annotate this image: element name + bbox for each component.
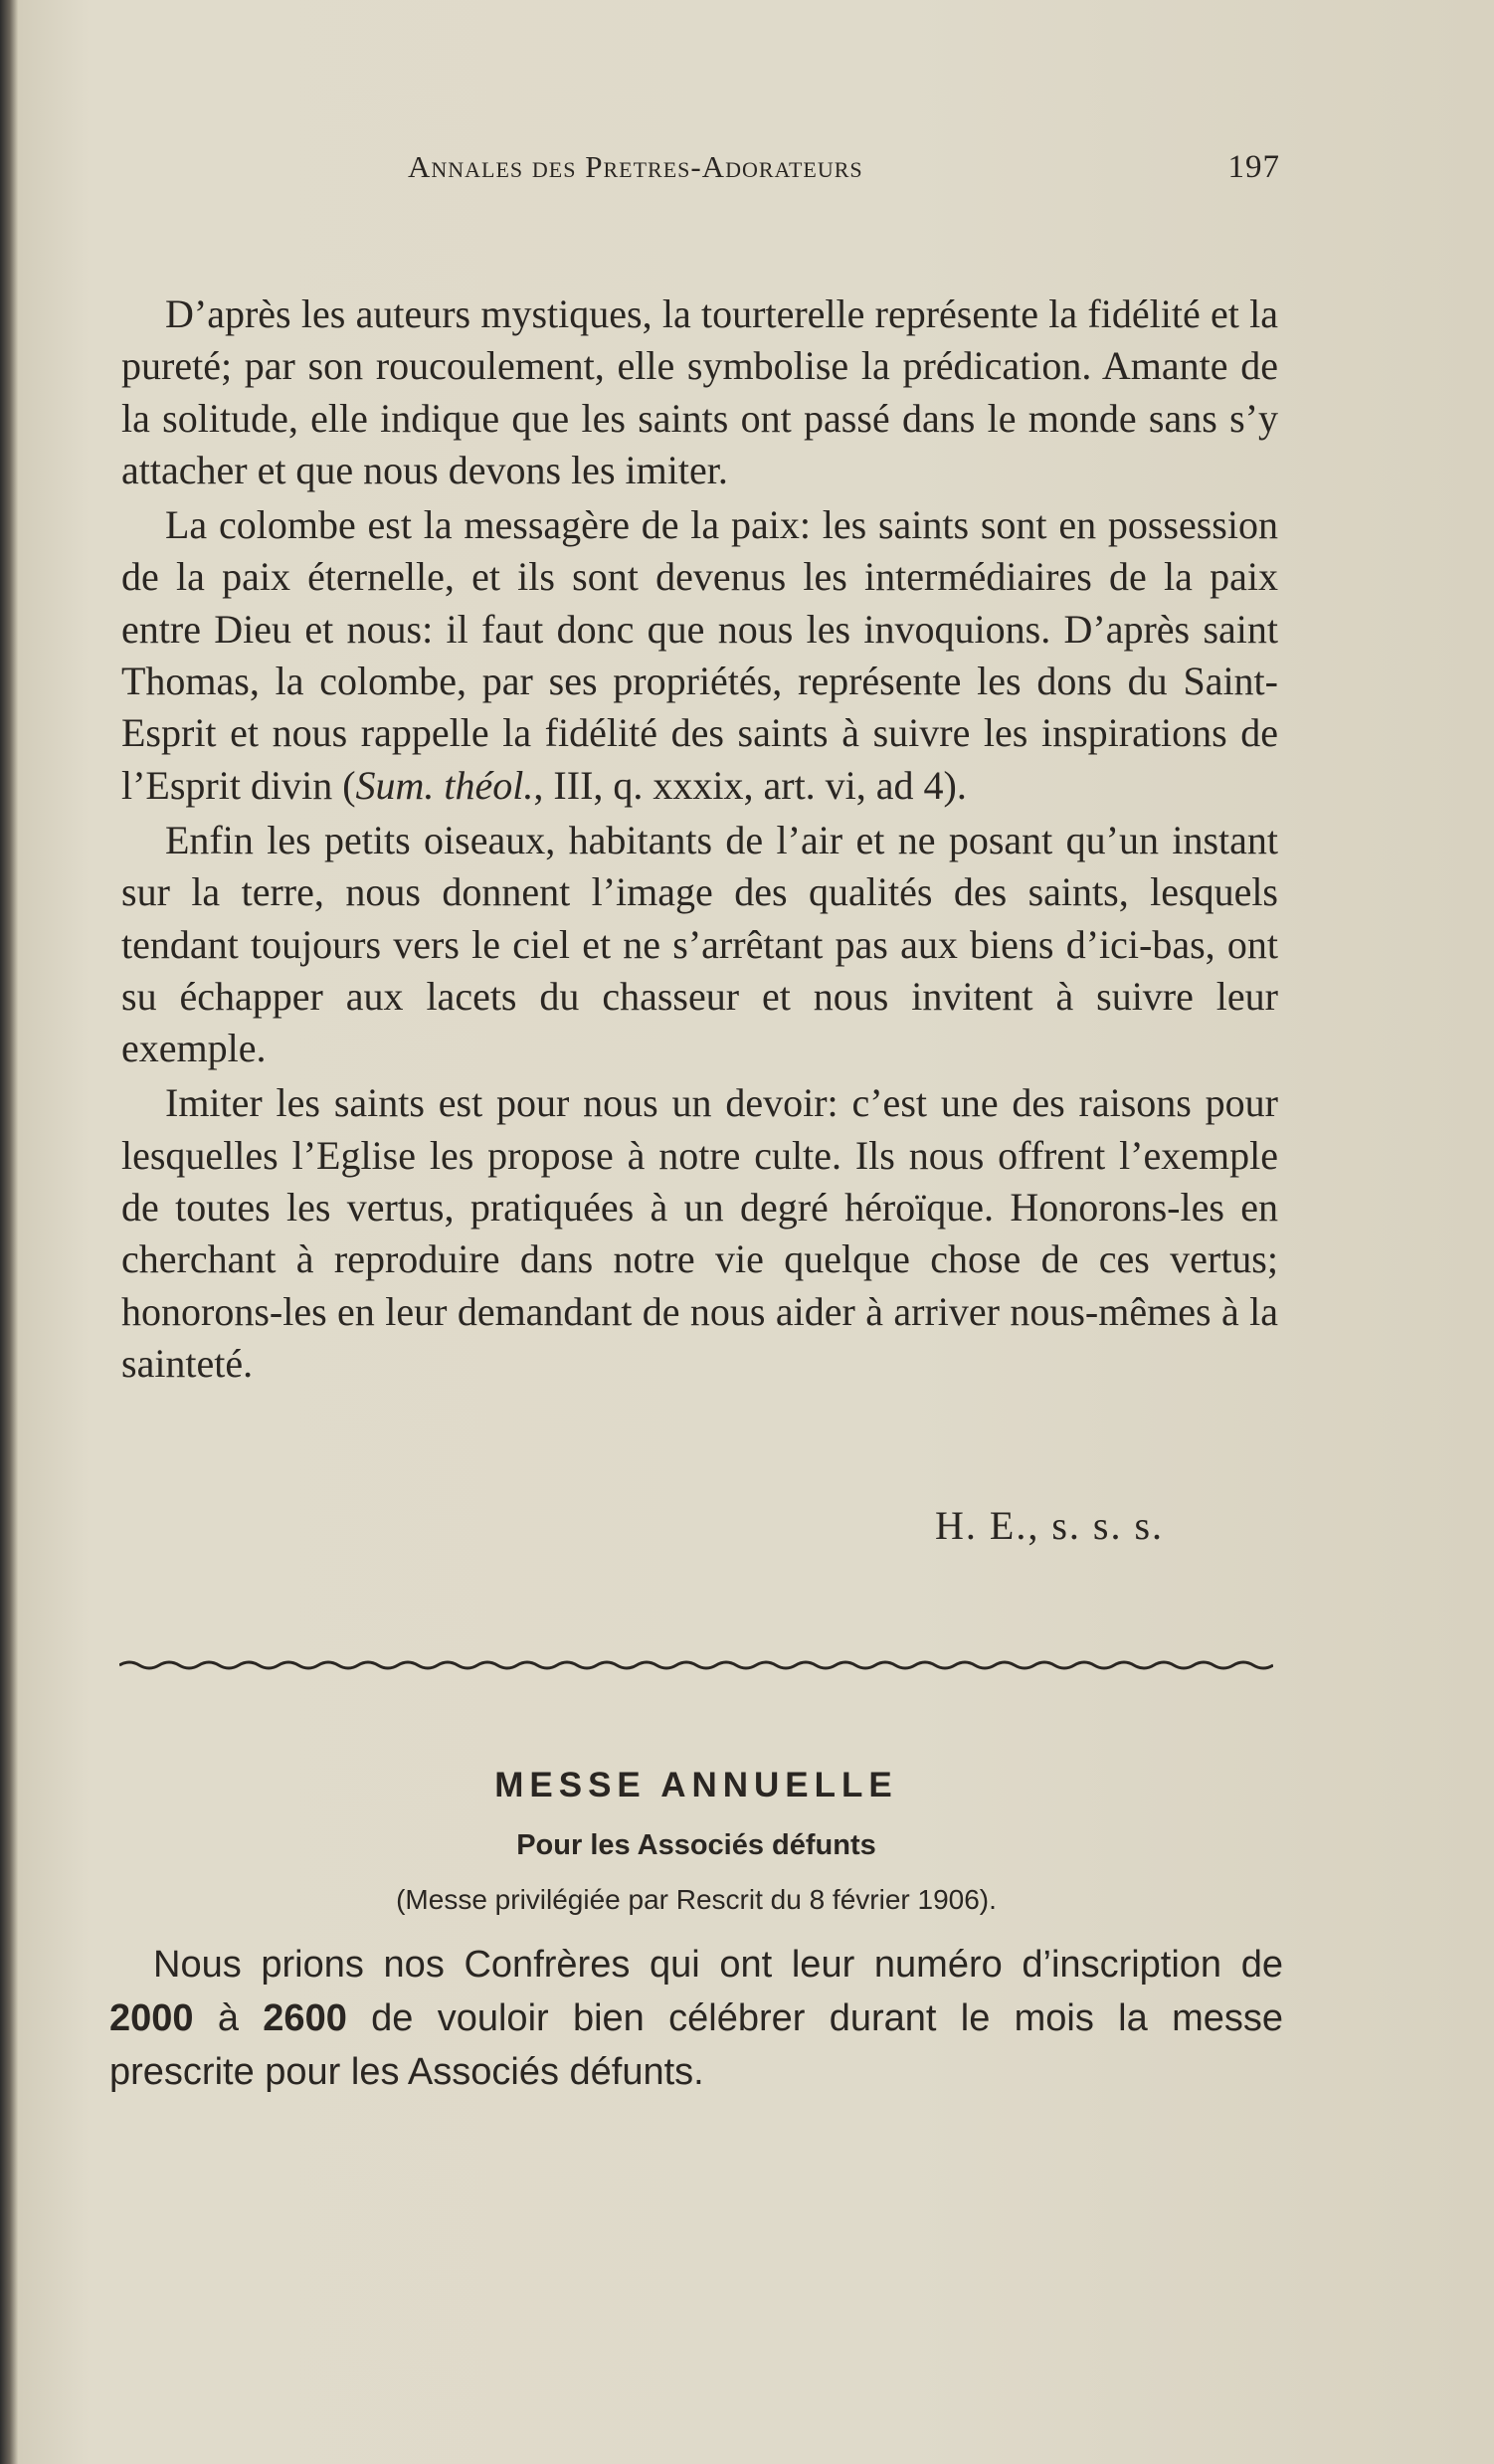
notice-text-start: Nous prions nos Confrères qui ont leur numéro d’inscription de	[153, 1944, 1283, 1986]
citation-rest: , III, q. xxxix, art. vi, ad 4).	[533, 762, 967, 808]
annual-mass-notice	[109, 1766, 1283, 2099]
wavy-rule-divider	[119, 1643, 1273, 1683]
book-spine-shadow	[0, 0, 18, 2464]
notice-text-end: de vouloir bien célébrer durant le mois la messe prescrite pour les Associés défunts.	[109, 1997, 1283, 2093]
running-head	[408, 149, 1280, 199]
notice-text-mid: à	[193, 1997, 264, 2039]
citation-open: (	[332, 762, 356, 808]
running-title: Annales des Pretres-Adorateurs	[408, 149, 863, 184]
number-from: 2000	[109, 1997, 194, 2039]
notice-title: MESSE ANNUELLE	[494, 1766, 898, 1804]
paragraph-text: La colombe est la messagère de la paix: les saints sont en possession de la paix éternelle, et ils sont devenus les intermédiaires de la paix entre Dieu et nous: il faut donc que nous les invoquions. D’après saint Thomas, la colombe, par ses propriétés, représente les dons du Saint-Esprit et nous rappelle la fidélité des saints à suivre les inspirations de l’Esprit divin	[121, 502, 1278, 808]
notice-privilege: (Messe privilégiée par Rescrit du 8 février 1906).	[396, 1884, 997, 1915]
author-signature: H. E., s. s. s.	[935, 1503, 1165, 1548]
article-body	[121, 288, 1278, 1390]
number-to: 2600	[263, 1997, 347, 2039]
notice-text	[109, 1938, 1283, 2099]
notice-subtitle: Pour les Associés défunts	[516, 1829, 876, 1861]
paragraph: Imiter les saints est pour nous un devoir: c’est une des raisons pour lesquelles l’Eglise les propose à notre culte. Ils nous offrent l’exemple de toutes les vertus, pratiquées à un degré héroïque. Honorons-les en cherchant à reproduire dans notre vie quelque chose de ces vertus; honorons-les en leur demandant de nous aider à arriver nous-mêmes à la sainteté.	[121, 1080, 1278, 1386]
paragraph	[121, 499, 1278, 812]
wavy-rule-line	[119, 1662, 1273, 1668]
paragraph: D’après les auteurs mystiques, la tourterelle représente la fidélité et la pureté; par son roucoulement, elle symbolise la prédication. Amante de la solitude, elle indique que les saints ont passé dans le monde sans s’y attacher et que nous devons les imiter.	[121, 291, 1278, 492]
page-number: 197	[1227, 149, 1280, 185]
citation-title: Sum. théol.	[355, 762, 534, 808]
paragraph: Enfin les petits oiseaux, habitants de l’air et ne posant qu’un instant sur la terre, nous donnent l’image des qualités des saints, lesquels tendant toujours vers le ciel et ne s’arrêtant pas aux biens d’ici-bas, ont su échapper aux lacets du chasseur et nous invitent à suivre leur exemple.	[121, 817, 1278, 1071]
